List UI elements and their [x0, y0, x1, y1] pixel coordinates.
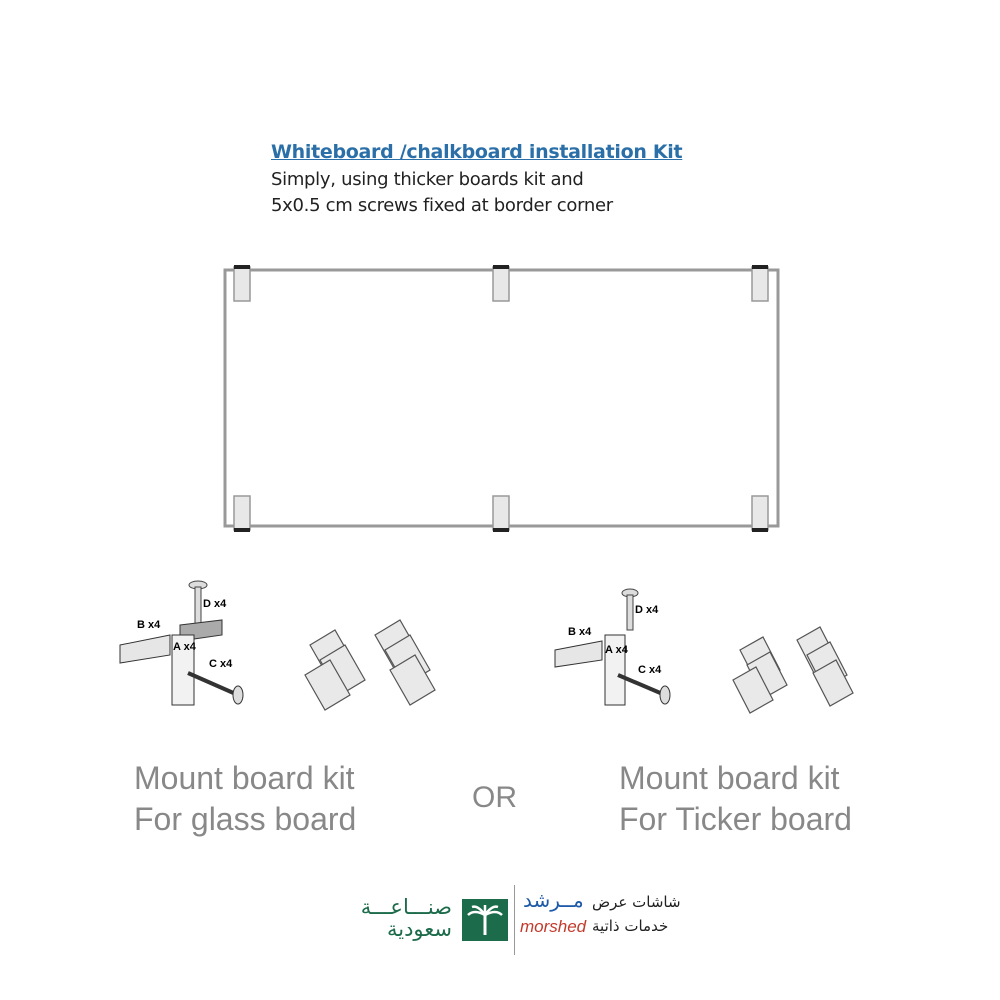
kit-right-caption-line-1: Mount board kit: [619, 760, 840, 796]
morshed-tagline-1: شاشات عرض: [592, 893, 681, 911]
label-a: A x4: [605, 644, 628, 656]
kit-right-parts-diagram: [550, 585, 680, 715]
page-title: Whiteboard /chalkboard installation Kit: [271, 141, 683, 163]
label-c: C x4: [209, 658, 233, 670]
kit-right-brackets-diagram: [725, 615, 860, 720]
kit-left-parts-diagram: [110, 575, 250, 715]
clip-bottom-center: [493, 496, 509, 530]
label-b: B x4: [137, 619, 161, 631]
morshed-logo-english: morshed: [520, 917, 587, 936]
morshed-logo-arabic: مــرشد: [523, 888, 584, 912]
logo-divider: [514, 885, 515, 955]
saudi-made-logo: [340, 895, 510, 945]
label-b: B x4: [568, 626, 592, 638]
label-c: C x4: [638, 664, 662, 676]
clip-bottom-left: [234, 496, 250, 530]
saudi-made-text-2: سعودية: [386, 917, 452, 941]
palm-icon: [462, 899, 508, 941]
description-line-2: 5x0.5 cm screws fixed at border corner: [271, 195, 613, 216]
kit-right-caption-line-2: For Ticker board: [619, 801, 852, 837]
or-label: OR: [472, 781, 517, 814]
saudi-made-text-1: صنـــاعـــة: [360, 895, 452, 919]
kit-left-caption-line-2: For glass board: [134, 801, 357, 837]
kit-left-caption-line-1: Mount board kit: [134, 760, 355, 796]
clip-top-left: [234, 267, 250, 301]
clip-top-center: [493, 267, 509, 301]
clip-top-right: [752, 267, 768, 301]
board-illustration: [215, 260, 790, 540]
label-a: A x4: [173, 641, 196, 653]
kit-left-brackets-diagram: [295, 605, 445, 720]
label-d: D x4: [203, 598, 227, 610]
description-line-1: Simply, using thicker boards kit and: [271, 169, 584, 190]
kit-left-caption: [134, 758, 356, 840]
label-d: D x4: [635, 604, 659, 616]
morshed-tagline-2: خدمات ذاتية: [592, 917, 669, 935]
clip-bottom-right: [752, 496, 768, 530]
kit-right-caption: [619, 758, 852, 840]
board-frame: [225, 270, 778, 526]
